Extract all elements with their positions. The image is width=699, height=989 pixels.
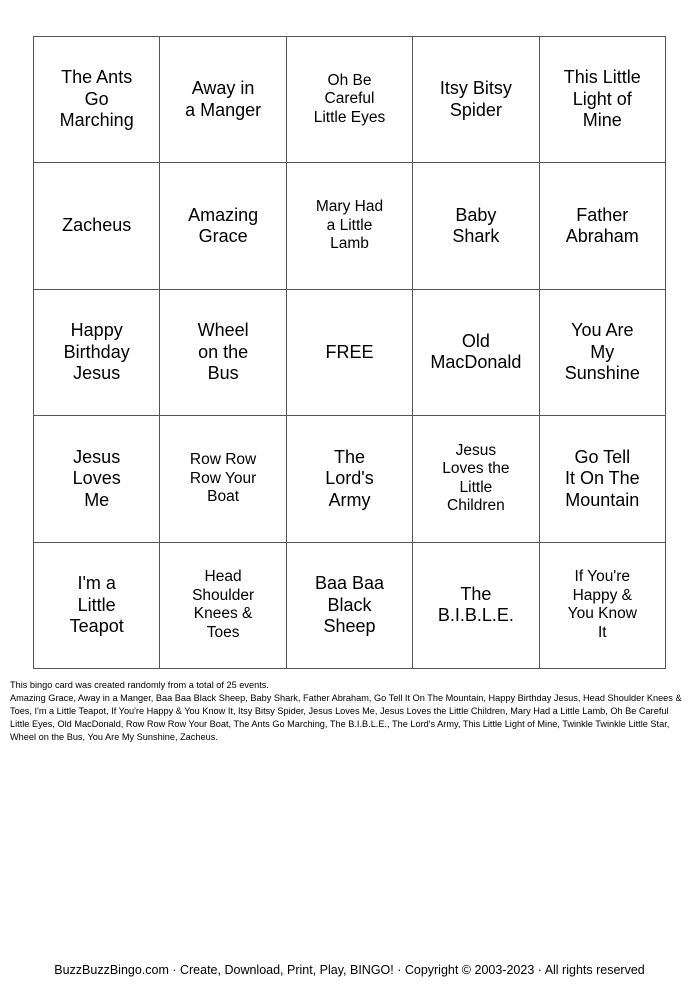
- bingo-cell-r3c2: Wheel on the Bus: [160, 290, 286, 416]
- bingo-cell-r5c5: If You're Happy & You Know It: [540, 543, 666, 669]
- bingo-cell-r1c1: The Ants Go Marching: [34, 37, 160, 163]
- bingo-cell-r5c2: Head Shoulder Knees & Toes: [160, 543, 286, 669]
- page-footer: BuzzBuzzBingo.com · Create, Download, Print, Play, BINGO! · Copyright © 2003-2023 · All rights reserved: [54, 963, 645, 977]
- bingo-cell-r4c3: The Lord's Army: [287, 416, 413, 542]
- bingo-card-grid: [33, 36, 666, 669]
- bingo-cell-r2c5: Father Abraham: [540, 163, 666, 289]
- bingo-cell-r3c5: You Are My Sunshine: [540, 290, 666, 416]
- bingo-cell-r1c3: Oh Be Careful Little Eyes: [287, 37, 413, 163]
- bingo-cell-r3c3: FREE: [287, 290, 413, 416]
- card-footnote: [10, 679, 690, 744]
- footnote-events-list: Amazing Grace, Away in a Manger, Baa Baa Black Sheep, Baby Shark, Father Abraham, Go Tell It On The Mountain, Happy Birthday Jesus, Head Shoulder Knees & Toes, I'm a Little Teapot, If You're Happy & You Know It, Itsy Bitsy Spider, Jesus Loves Me, Jesus Loves the Little Children, Mary Had a Little Lamb, Oh Be Careful Little Eyes, Old MacDonald, Row Row Row Your Boat, The Ants Go Marching, The B.I.B.L.E., The Lord's Army, This Little Light of Mine, Twinkle Twinkle Little Star, Wheel on the Bus, You Are My Sunshine, Zacheus.: [10, 693, 682, 743]
- bingo-cell-r3c4: Old MacDonald: [413, 290, 539, 416]
- bingo-cell-r4c5: Go Tell It On The Mountain: [540, 416, 666, 542]
- bingo-cell-r4c1: Jesus Loves Me: [34, 416, 160, 542]
- bingo-cell-r4c4: Jesus Loves the Little Children: [413, 416, 539, 542]
- bingo-cell-r1c5: This Little Light of Mine: [540, 37, 666, 163]
- bingo-cell-r2c2: Amazing Grace: [160, 163, 286, 289]
- bingo-cell-r5c1: I'm a Little Teapot: [34, 543, 160, 669]
- bingo-cell-r5c3: Baa Baa Black Sheep: [287, 543, 413, 669]
- footnote-intro: This bingo card was created randomly from a total of 25 events.: [10, 680, 269, 690]
- bingo-cell-r4c2: Row Row Row Your Boat: [160, 416, 286, 542]
- bingo-cell-r2c1: Zacheus: [34, 163, 160, 289]
- bingo-cell-r2c4: Baby Shark: [413, 163, 539, 289]
- bingo-cell-r1c4: Itsy Bitsy Spider: [413, 37, 539, 163]
- bingo-cell-r1c2: Away in a Manger: [160, 37, 286, 163]
- bingo-cell-r5c4: The B.I.B.L.E.: [413, 543, 539, 669]
- bingo-cell-r2c3: Mary Had a Little Lamb: [287, 163, 413, 289]
- bingo-cell-r3c1: Happy Birthday Jesus: [34, 290, 160, 416]
